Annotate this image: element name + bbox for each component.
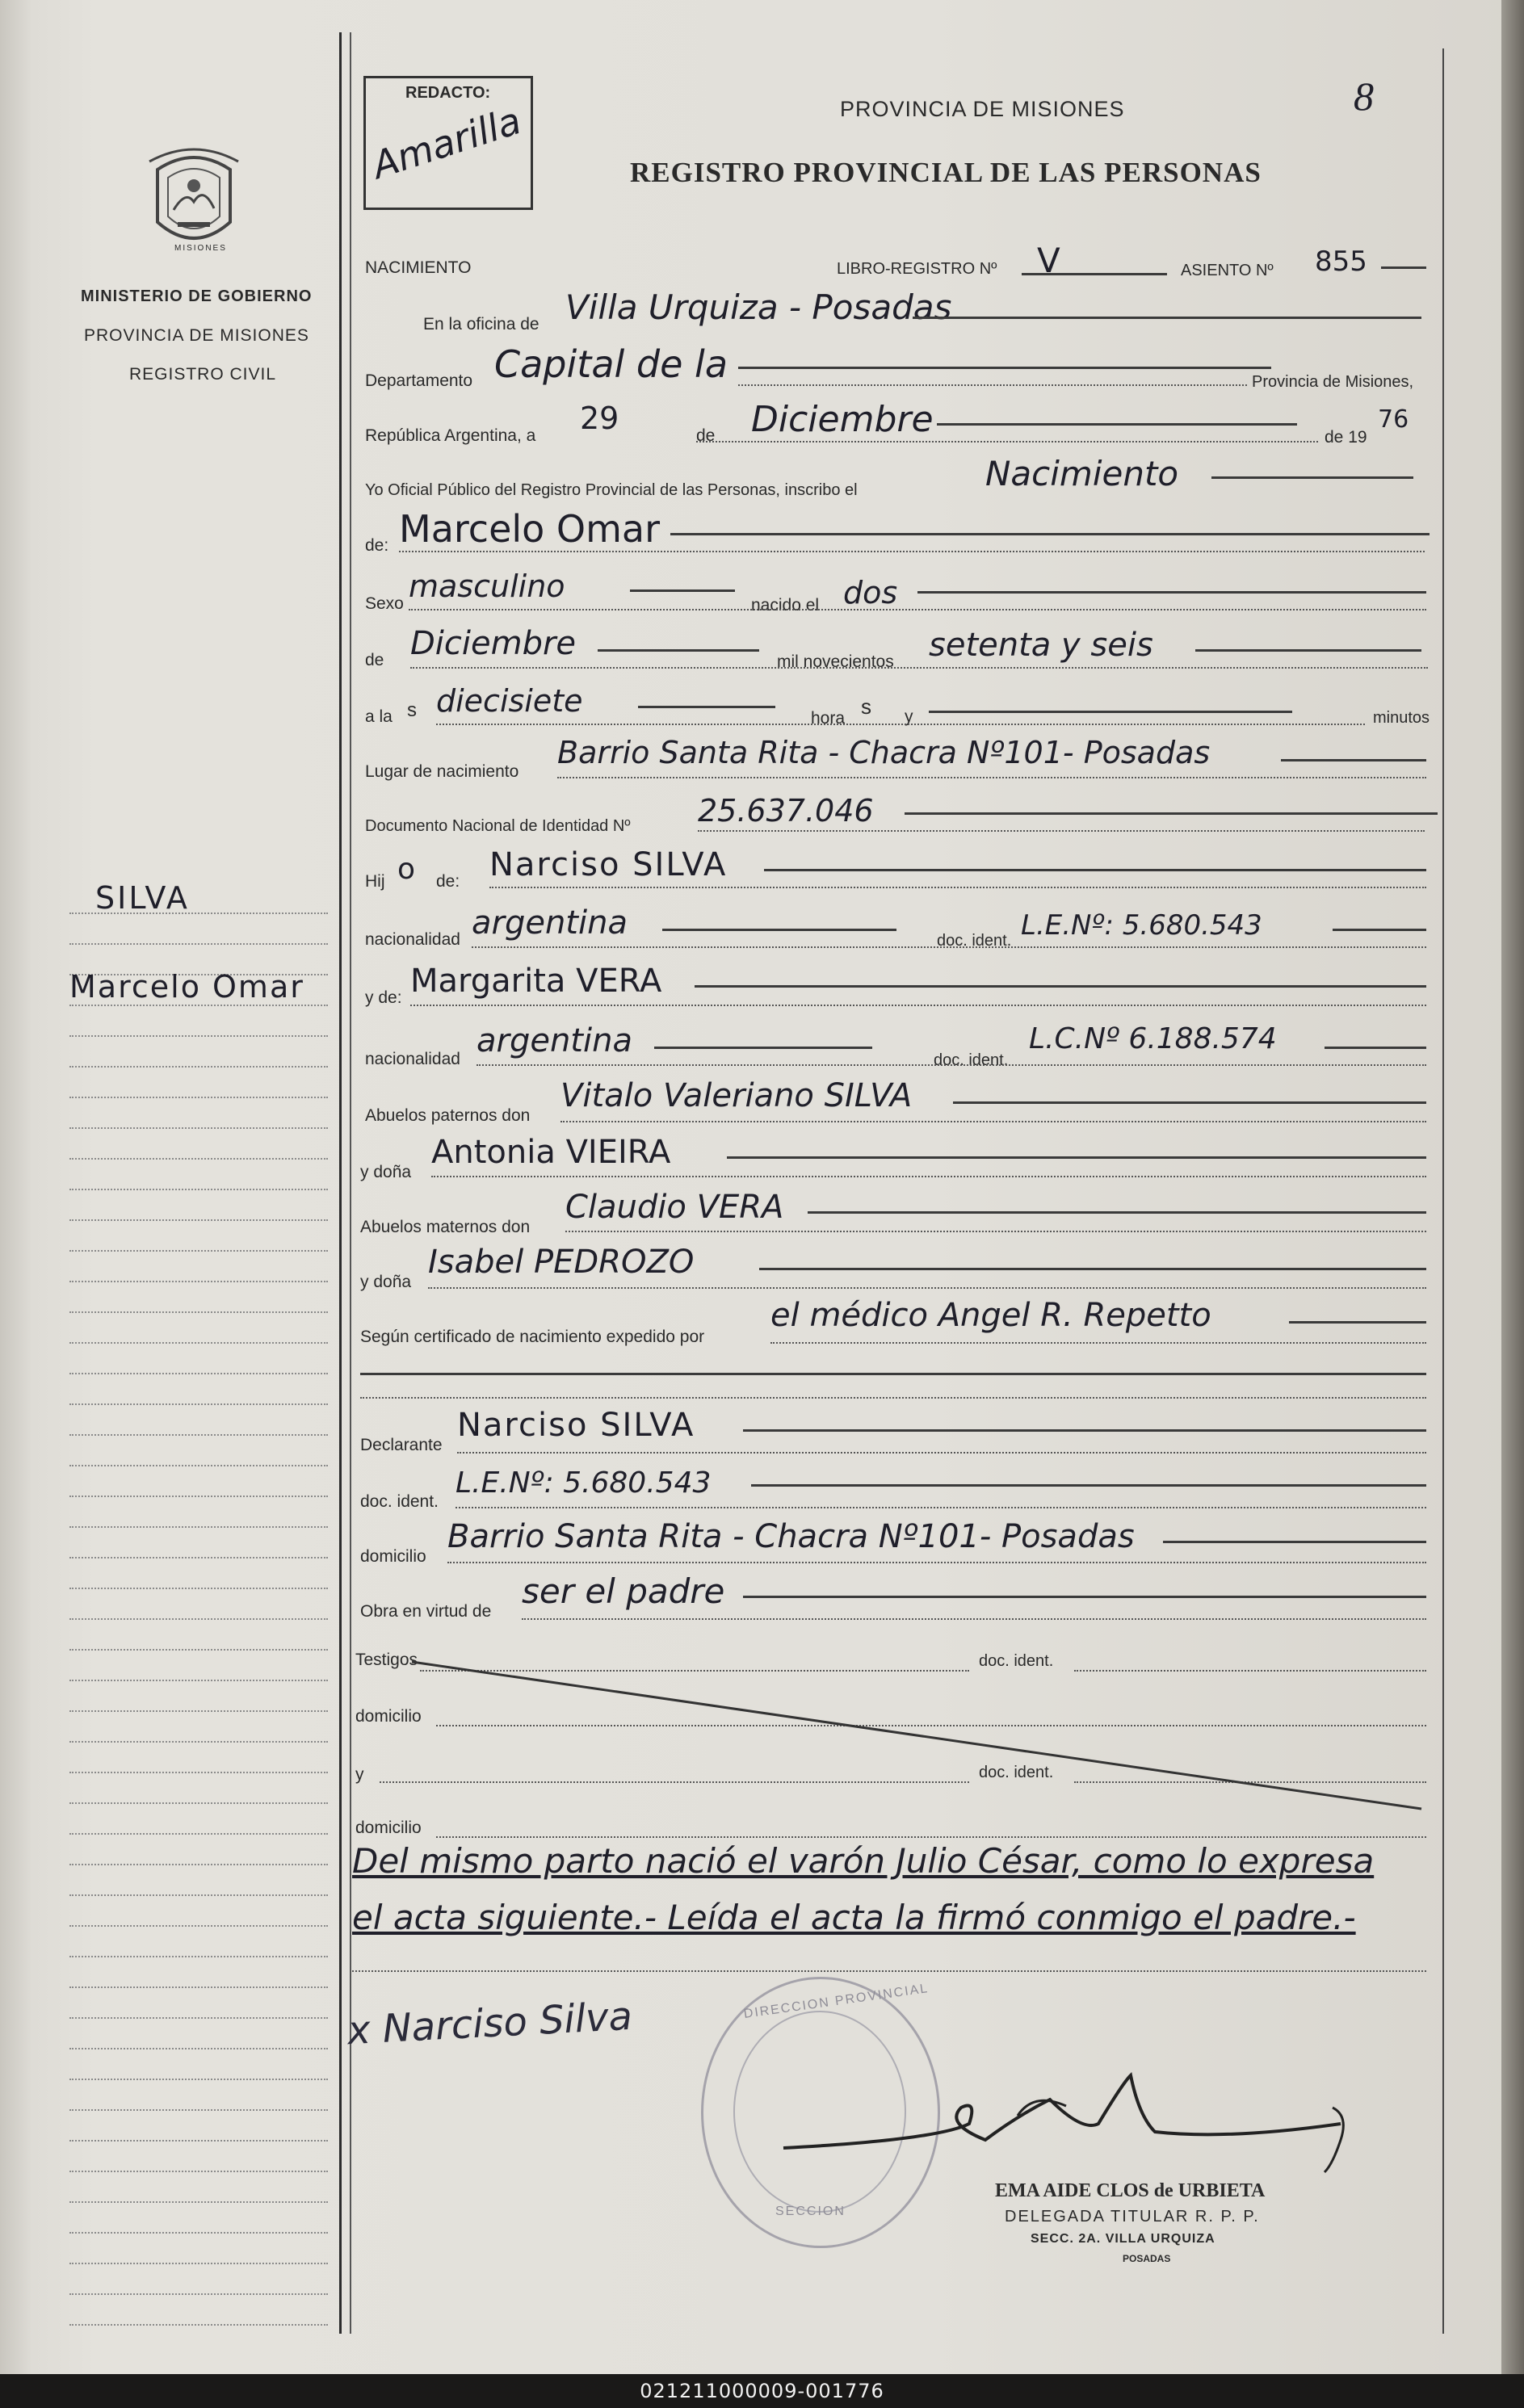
certificado-dots2 <box>360 1397 1426 1399</box>
abuelo-mat-value: Claudio VERA <box>565 1189 784 1226</box>
birth-month-value: Diciembre <box>410 625 577 662</box>
oficina-value: Villa Urquiza - Posadas <box>565 287 952 327</box>
note-dots <box>352 1970 1426 1972</box>
official-name: EMA AIDE CLOS de URBIETA <box>995 2180 1266 2201</box>
oficina-label: En la oficina de <box>423 315 539 334</box>
madre-doc-value: L.C.Nº 6.188.574 <box>1029 1022 1277 1055</box>
nacido-value: dos <box>843 575 898 610</box>
lugar-line <box>1281 759 1426 761</box>
certificado-value: el médico Angel R. Repetto <box>770 1297 1211 1334</box>
margin-surname: SILVA <box>95 880 190 916</box>
margin-rule-line <box>69 943 328 945</box>
margin-rule-line <box>69 1434 328 1436</box>
dni-value: 25.637.046 <box>698 793 874 829</box>
abuelo-mat-line <box>808 1211 1426 1214</box>
madre-line <box>695 985 1426 988</box>
declarante-value: Narciso SILVA <box>457 1407 695 1444</box>
margin-rule-line <box>69 2109 328 2111</box>
alas-label: a la <box>365 707 393 726</box>
asiento-label: ASIENTO Nº <box>1181 262 1274 279</box>
padre-line <box>764 869 1426 871</box>
abuela-mat-dots <box>428 1287 1426 1289</box>
declarante-line <box>743 1429 1426 1432</box>
abuela-pat-value: Antonia VIEIRA <box>431 1134 671 1171</box>
acto-line <box>1211 476 1413 479</box>
sexo-value: masculino <box>409 568 565 604</box>
acto-value: Nacimiento <box>985 454 1179 493</box>
departamento-line <box>738 367 1271 369</box>
hijo-suffix: o <box>397 853 416 886</box>
decl-doc-line <box>751 1484 1426 1487</box>
lugar-dots <box>557 777 1426 778</box>
margin-rule-line <box>69 1403 328 1405</box>
dni-line <box>905 812 1438 815</box>
certificado-dots <box>770 1342 1426 1344</box>
margin-rule-line <box>69 1311 328 1313</box>
margin-rule-line <box>69 2263 328 2264</box>
test-dom-label: domicilio <box>355 1707 422 1726</box>
year-value: 76 <box>1378 405 1409 434</box>
margin-rule-line <box>69 1833 328 1835</box>
padre-value: Narciso SILVA <box>489 846 728 883</box>
nacimiento-label: NACIMIENTO <box>365 258 472 277</box>
madre-nac-value: argentina <box>477 1022 632 1059</box>
decl-domicilio-value: Barrio Santa Rita - Chacra Nº101- Posadas <box>447 1518 1135 1555</box>
margin-rule-line <box>69 1802 328 1804</box>
decl-domicilio-line <box>1163 1541 1426 1543</box>
margin-rule-line <box>69 1496 328 1497</box>
birth-year-line <box>1195 649 1421 652</box>
madre-nac-line <box>654 1047 872 1049</box>
image-id-footer: 021211000009-001776 <box>0 2374 1524 2408</box>
departamento-value: Capital de la <box>494 342 728 386</box>
libro-value: V <box>1037 241 1060 280</box>
margin-rule-line <box>69 1465 328 1466</box>
hora-line <box>638 706 775 708</box>
margin-rule-line <box>69 2048 328 2049</box>
testigos-label: Testigos <box>355 1651 418 1669</box>
yde-label: y de: <box>365 988 402 1007</box>
hijo-label: Hij <box>365 872 385 891</box>
madre-nac-label: nacionalidad <box>365 1050 460 1068</box>
de2-label: de: <box>365 536 389 555</box>
ministry-seal-text: MISIONES <box>174 244 227 253</box>
certificado-label: Según certificado de nacimiento expedido por <box>360 1328 705 1346</box>
margin-rule-line <box>69 1342 328 1344</box>
test-y-label: y <box>355 1765 364 1784</box>
margin-rule-line <box>69 2232 328 2234</box>
ministry-line1: MINISTERIO DE GOBIERNO <box>81 287 313 305</box>
obra-line <box>743 1596 1426 1598</box>
madre-value: Margarita VERA <box>410 963 662 1000</box>
declarante-dots <box>457 1452 1426 1454</box>
margin-rule-line <box>69 1618 328 1620</box>
margin-given-names: Marcelo Omar <box>69 969 304 1005</box>
lugar-label: Lugar de nacimiento <box>365 762 519 781</box>
margin-rule-line <box>69 2017 328 2019</box>
redacto-signature: Amarilla <box>367 98 527 188</box>
departamento-dots <box>738 384 1247 386</box>
minutos-label: minutos <box>1373 709 1430 727</box>
dni-dots <box>698 830 1425 832</box>
abuela-pat-line <box>727 1156 1426 1159</box>
margin-rule-line <box>69 1219 328 1221</box>
margin-rule-line <box>69 1373 328 1374</box>
republica-label: República Argentina, a <box>365 426 536 445</box>
margin-rule-line <box>69 1066 328 1068</box>
padre-doc-value: L.E.Nº: 5.680.543 <box>1021 909 1262 942</box>
abuelo-pat-dots <box>560 1121 1426 1122</box>
padre-doc-line <box>1333 929 1426 931</box>
redacto-label: REDACTO: <box>405 84 491 102</box>
birth-year-value: setenta y seis <box>929 627 1153 664</box>
margin-rule-line <box>69 1189 328 1190</box>
margin-rule-line <box>69 1557 328 1558</box>
hijo-de-label: de: <box>436 872 460 891</box>
margin-rule-inner <box>350 32 351 2334</box>
libro-label: LIBRO-REGISTRO Nº <box>837 260 997 278</box>
asiento-value: 855 <box>1315 245 1367 278</box>
declarante-label: Declarante <box>360 1436 443 1454</box>
libro-line <box>1022 273 1167 275</box>
madre-doc-label: doc. ident. <box>934 1051 1009 1069</box>
province-heading: PROVINCIA DE MISIONES <box>840 97 1125 121</box>
y-label: y <box>905 707 913 726</box>
decl-doc-label: doc. ident. <box>360 1492 439 1511</box>
registry-title: REGISTRO PROVINCIAL DE LAS PERSONAS <box>630 157 1262 188</box>
nombre-dots <box>399 551 1425 552</box>
margin-rule-line <box>69 2171 328 2172</box>
sexo-label: Sexo <box>365 594 404 613</box>
month-dots <box>696 441 1318 443</box>
padre-nac-value: argentina <box>472 904 628 942</box>
margin-rule-line <box>69 1894 328 1896</box>
test-dom2-label: domicilio <box>355 1819 422 1837</box>
padre-nac-line <box>662 929 896 931</box>
margin-rule-line <box>69 1281 328 1282</box>
margin-rule-line <box>69 1772 328 1773</box>
margin-rule-line <box>69 1649 328 1651</box>
novecientos-label: mil novecientos <box>777 652 894 671</box>
de3-label: de <box>365 651 384 669</box>
certificado-line <box>1289 1321 1426 1324</box>
departamento-label: Departamento <box>365 371 473 390</box>
margin-rule-line <box>69 1158 328 1160</box>
margin-rule-line <box>69 2324 328 2326</box>
margin-rule-line <box>69 1864 328 1865</box>
provincia-label: Provincia de Misiones, <box>1252 373 1414 391</box>
ministry-seal <box>145 145 242 258</box>
padre-doc-label: doc. ident. <box>937 932 1012 950</box>
margin-rule-line <box>69 1588 328 1589</box>
obra-label: Obra en virtud de <box>360 1602 492 1621</box>
madre-dots <box>410 1005 1426 1006</box>
decl-domicilio-label: domicilio <box>360 1547 426 1566</box>
margin-rule-line <box>69 1680 328 1681</box>
official-office: SECC. 2A. VILLA URQUIZA <box>1031 2232 1215 2246</box>
nacido-line <box>917 591 1426 594</box>
oficina-line <box>913 317 1421 319</box>
declarant-signature: x Narciso Silva <box>346 1993 634 2054</box>
abuelos-pat-label: Abuelos paternos don <box>365 1106 531 1125</box>
birth-month-line <box>598 649 759 652</box>
dona-pat-label: y doña <box>360 1163 412 1181</box>
abuela-mat-line <box>759 1268 1426 1270</box>
day-value: 29 <box>580 401 619 436</box>
margin-rule-line <box>69 2079 328 2080</box>
alas-suffix: s <box>407 699 417 721</box>
testigos-cross-line <box>347 1647 1430 1817</box>
hora-dots <box>436 724 1365 725</box>
nombre-value: Marcelo Omar <box>399 507 661 551</box>
month-value: Diciembre <box>751 399 934 440</box>
note-line2: el acta siguiente.- Leída el acta la firmó conmigo el padre.- <box>352 1898 1356 1937</box>
abuelo-mat-dots <box>565 1231 1426 1232</box>
abuela-mat-value: Isabel PEDROZO <box>428 1244 695 1281</box>
decl-doc-value: L.E.Nº: 5.680.543 <box>456 1466 712 1500</box>
hora-suffix: s <box>861 694 871 719</box>
asiento-line <box>1381 266 1426 269</box>
margin-rule-line <box>69 2201 328 2203</box>
margin-rule-outer <box>339 32 342 2334</box>
stamp-bottom-text: SECCION <box>775 2205 846 2218</box>
decl-domicilio-dots <box>447 1562 1426 1563</box>
right-rule <box>1442 48 1444 2334</box>
margin-rule-line <box>69 1710 328 1712</box>
madre-nac-dots <box>477 1064 1426 1066</box>
oficial-label: Yo Oficial Público del Registro Provincial de las Personas, inscribo el <box>365 481 858 499</box>
lugar-value: Barrio Santa Rita - Chacra Nº101- Posadas <box>557 735 1211 770</box>
official-city: POSADAS <box>1123 2253 1171 2264</box>
ministry-line2: PROVINCIA DE MISIONES <box>84 326 309 345</box>
margin-rule-line <box>69 1035 328 1037</box>
sexo-dots <box>409 609 1426 610</box>
margin-rule-line <box>69 1005 328 1006</box>
margin-rule-line <box>69 1925 328 1927</box>
test-doc2-label: doc. ident. <box>979 1764 1054 1781</box>
margin-rule-line <box>69 2293 328 2295</box>
year-prefix: de 19 <box>1325 428 1367 447</box>
note-line1: Del mismo parto nació el varón Julio César, como lo expresa <box>352 1841 1375 1881</box>
de-label: de <box>696 426 716 445</box>
padre-dots <box>489 887 1426 888</box>
hora-label: hora <box>811 709 846 728</box>
stamp-top-text: DIRECCION PROVINCIAL <box>742 1982 930 2022</box>
madre-doc-line <box>1325 1047 1426 1049</box>
obra-value: ser el padre <box>522 1571 725 1611</box>
test-dom2-dots <box>436 1836 1426 1838</box>
sexo-line <box>630 589 735 592</box>
margin-rule-line <box>69 1741 328 1743</box>
minutos-line <box>929 711 1292 713</box>
book-edge <box>1501 0 1524 2374</box>
certificado-line2 <box>360 1373 1426 1375</box>
padre-nac-dots <box>472 946 1426 948</box>
margin-rule-line <box>69 2140 328 2142</box>
dni-label: Documento Nacional de Identidad Nº <box>365 817 631 835</box>
test-doc-label: doc. ident. <box>979 1652 1054 1670</box>
decl-doc-dots <box>456 1507 1426 1508</box>
abuelos-mat-label: Abuelos maternos don <box>360 1218 531 1236</box>
obra-dots <box>522 1618 1426 1620</box>
official-title: DELEGADA TITULAR R. P. P. <box>1005 2208 1260 2226</box>
margin-rule-line <box>69 1526 328 1528</box>
official-signature <box>775 2067 1389 2180</box>
abuelo-pat-value: Vitalo Valeriano SILVA <box>560 1077 913 1114</box>
month-line <box>937 423 1297 426</box>
margin-rule-line <box>69 1250 328 1252</box>
nacido-label: nacido el <box>751 596 820 615</box>
page-number: 8 <box>1354 73 1374 119</box>
dona-mat-label: y doña <box>360 1273 412 1291</box>
abuela-pat-dots <box>431 1176 1426 1177</box>
birth-month-dots <box>410 667 1428 669</box>
nombre-line <box>670 533 1430 535</box>
hora-value: diecisiete <box>436 683 583 719</box>
ministry-line3: REGISTRO CIVIL <box>129 365 277 384</box>
margin-rule-line <box>69 1956 328 1957</box>
margin-rule-line <box>69 1986 328 1988</box>
padre-nac-label: nacionalidad <box>365 930 460 949</box>
margin-rule-line <box>69 1127 328 1129</box>
margin-rule-line <box>69 1097 328 1098</box>
abuelo-pat-line <box>953 1101 1426 1104</box>
